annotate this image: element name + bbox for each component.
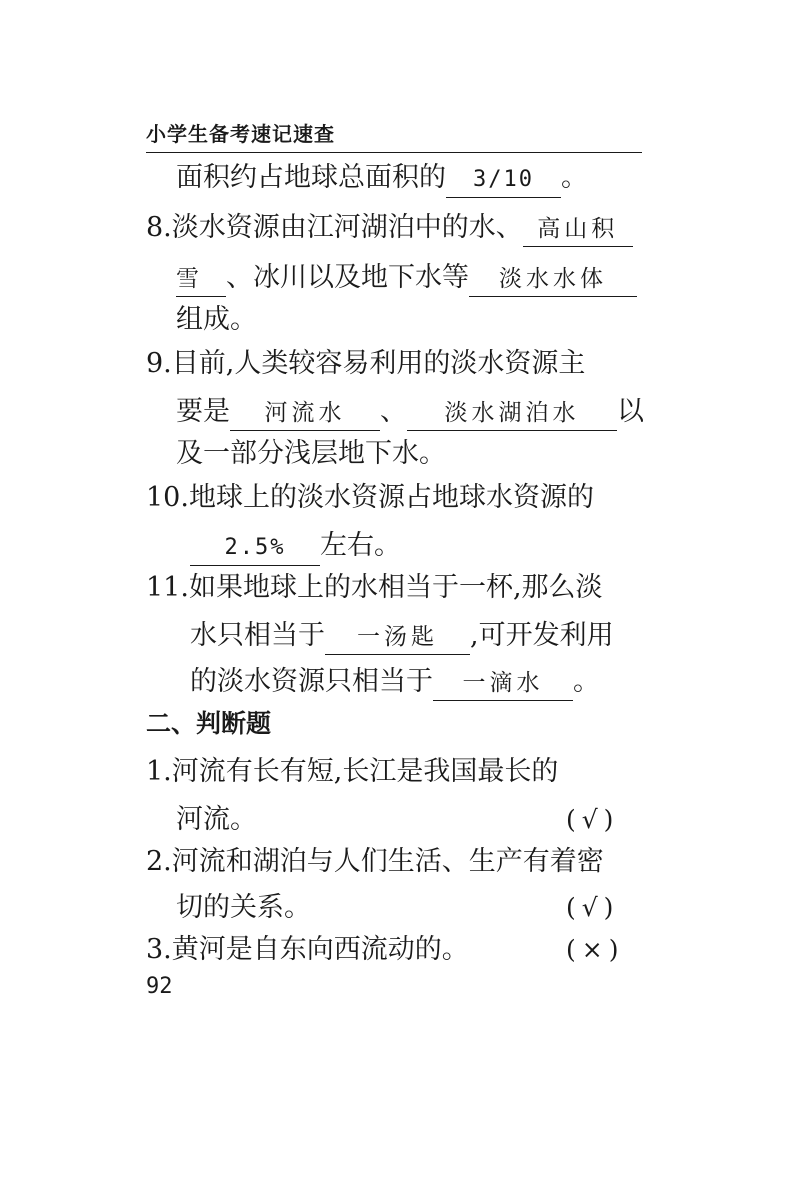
judge-item-1-line-1: 1.河流有长有短,长江是我国最长的	[146, 756, 559, 787]
answer-blank: 淡水水体	[469, 262, 637, 297]
continuation-line: 面积约占地球总面积的 3/10 。	[176, 158, 588, 198]
question-10-line-1: 10.地球上的淡水资源占地球水资源的	[146, 482, 594, 513]
judge-item-1-line-2: 河流。	[176, 804, 257, 835]
question-9-line-2: 要是 河流水 、 淡水湖泊水 以	[176, 392, 644, 432]
judge-mark-3: (×)	[566, 935, 625, 964]
answer-blank: 高山积	[523, 212, 633, 247]
page-header	[146, 120, 642, 153]
page-number: 92	[146, 974, 173, 999]
judge-mark-2: (√)	[566, 893, 620, 922]
answer-blank: 雪	[176, 262, 226, 297]
question-9-line-3: 及一部分浅层地下水。	[176, 438, 446, 469]
judge-item-2-line-2: 切的关系。	[176, 892, 311, 923]
answer-blank: 3/10	[446, 163, 561, 198]
question-8-line-3: 组成。	[176, 304, 257, 335]
question-8-line-1: 8.淡水资源由江河湖泊中的水、 高山积	[146, 208, 633, 248]
question-11-line-3: 的淡水资源只相当于 一滴水 。	[190, 662, 600, 702]
question-11-line-1: 11.如果地球上的水相当于一杯,那么淡	[146, 572, 603, 603]
answer-blank: 一滴水	[433, 666, 573, 701]
section-title: 二、判断题	[146, 709, 272, 738]
judge-item-3-line-1: 3.黄河是自东向西流动的。	[146, 934, 469, 965]
answer-blank: 河流水	[230, 396, 380, 431]
question-11-line-2: 水只相当于 一汤匙 ,可开发利用	[190, 616, 614, 656]
question-8-line-2: 雪 、冰川以及地下水等 淡水水体	[176, 258, 637, 298]
answer-blank: 一汤匙	[325, 620, 470, 655]
header-title: 小学生备考速记速查	[146, 122, 335, 146]
question-9-line-1: 9.目前,人类较容易利用的淡水资源主	[146, 348, 586, 379]
judge-item-2-line-1: 2.河流和湖泊与人们生活、生产有着密	[146, 846, 604, 877]
answer-blank: 2.5%	[190, 531, 320, 566]
answer-blank: 淡水湖泊水	[407, 396, 617, 431]
question-10-line-2: 2.5% 左右。	[190, 526, 401, 566]
judge-mark-1: (√)	[566, 805, 620, 834]
